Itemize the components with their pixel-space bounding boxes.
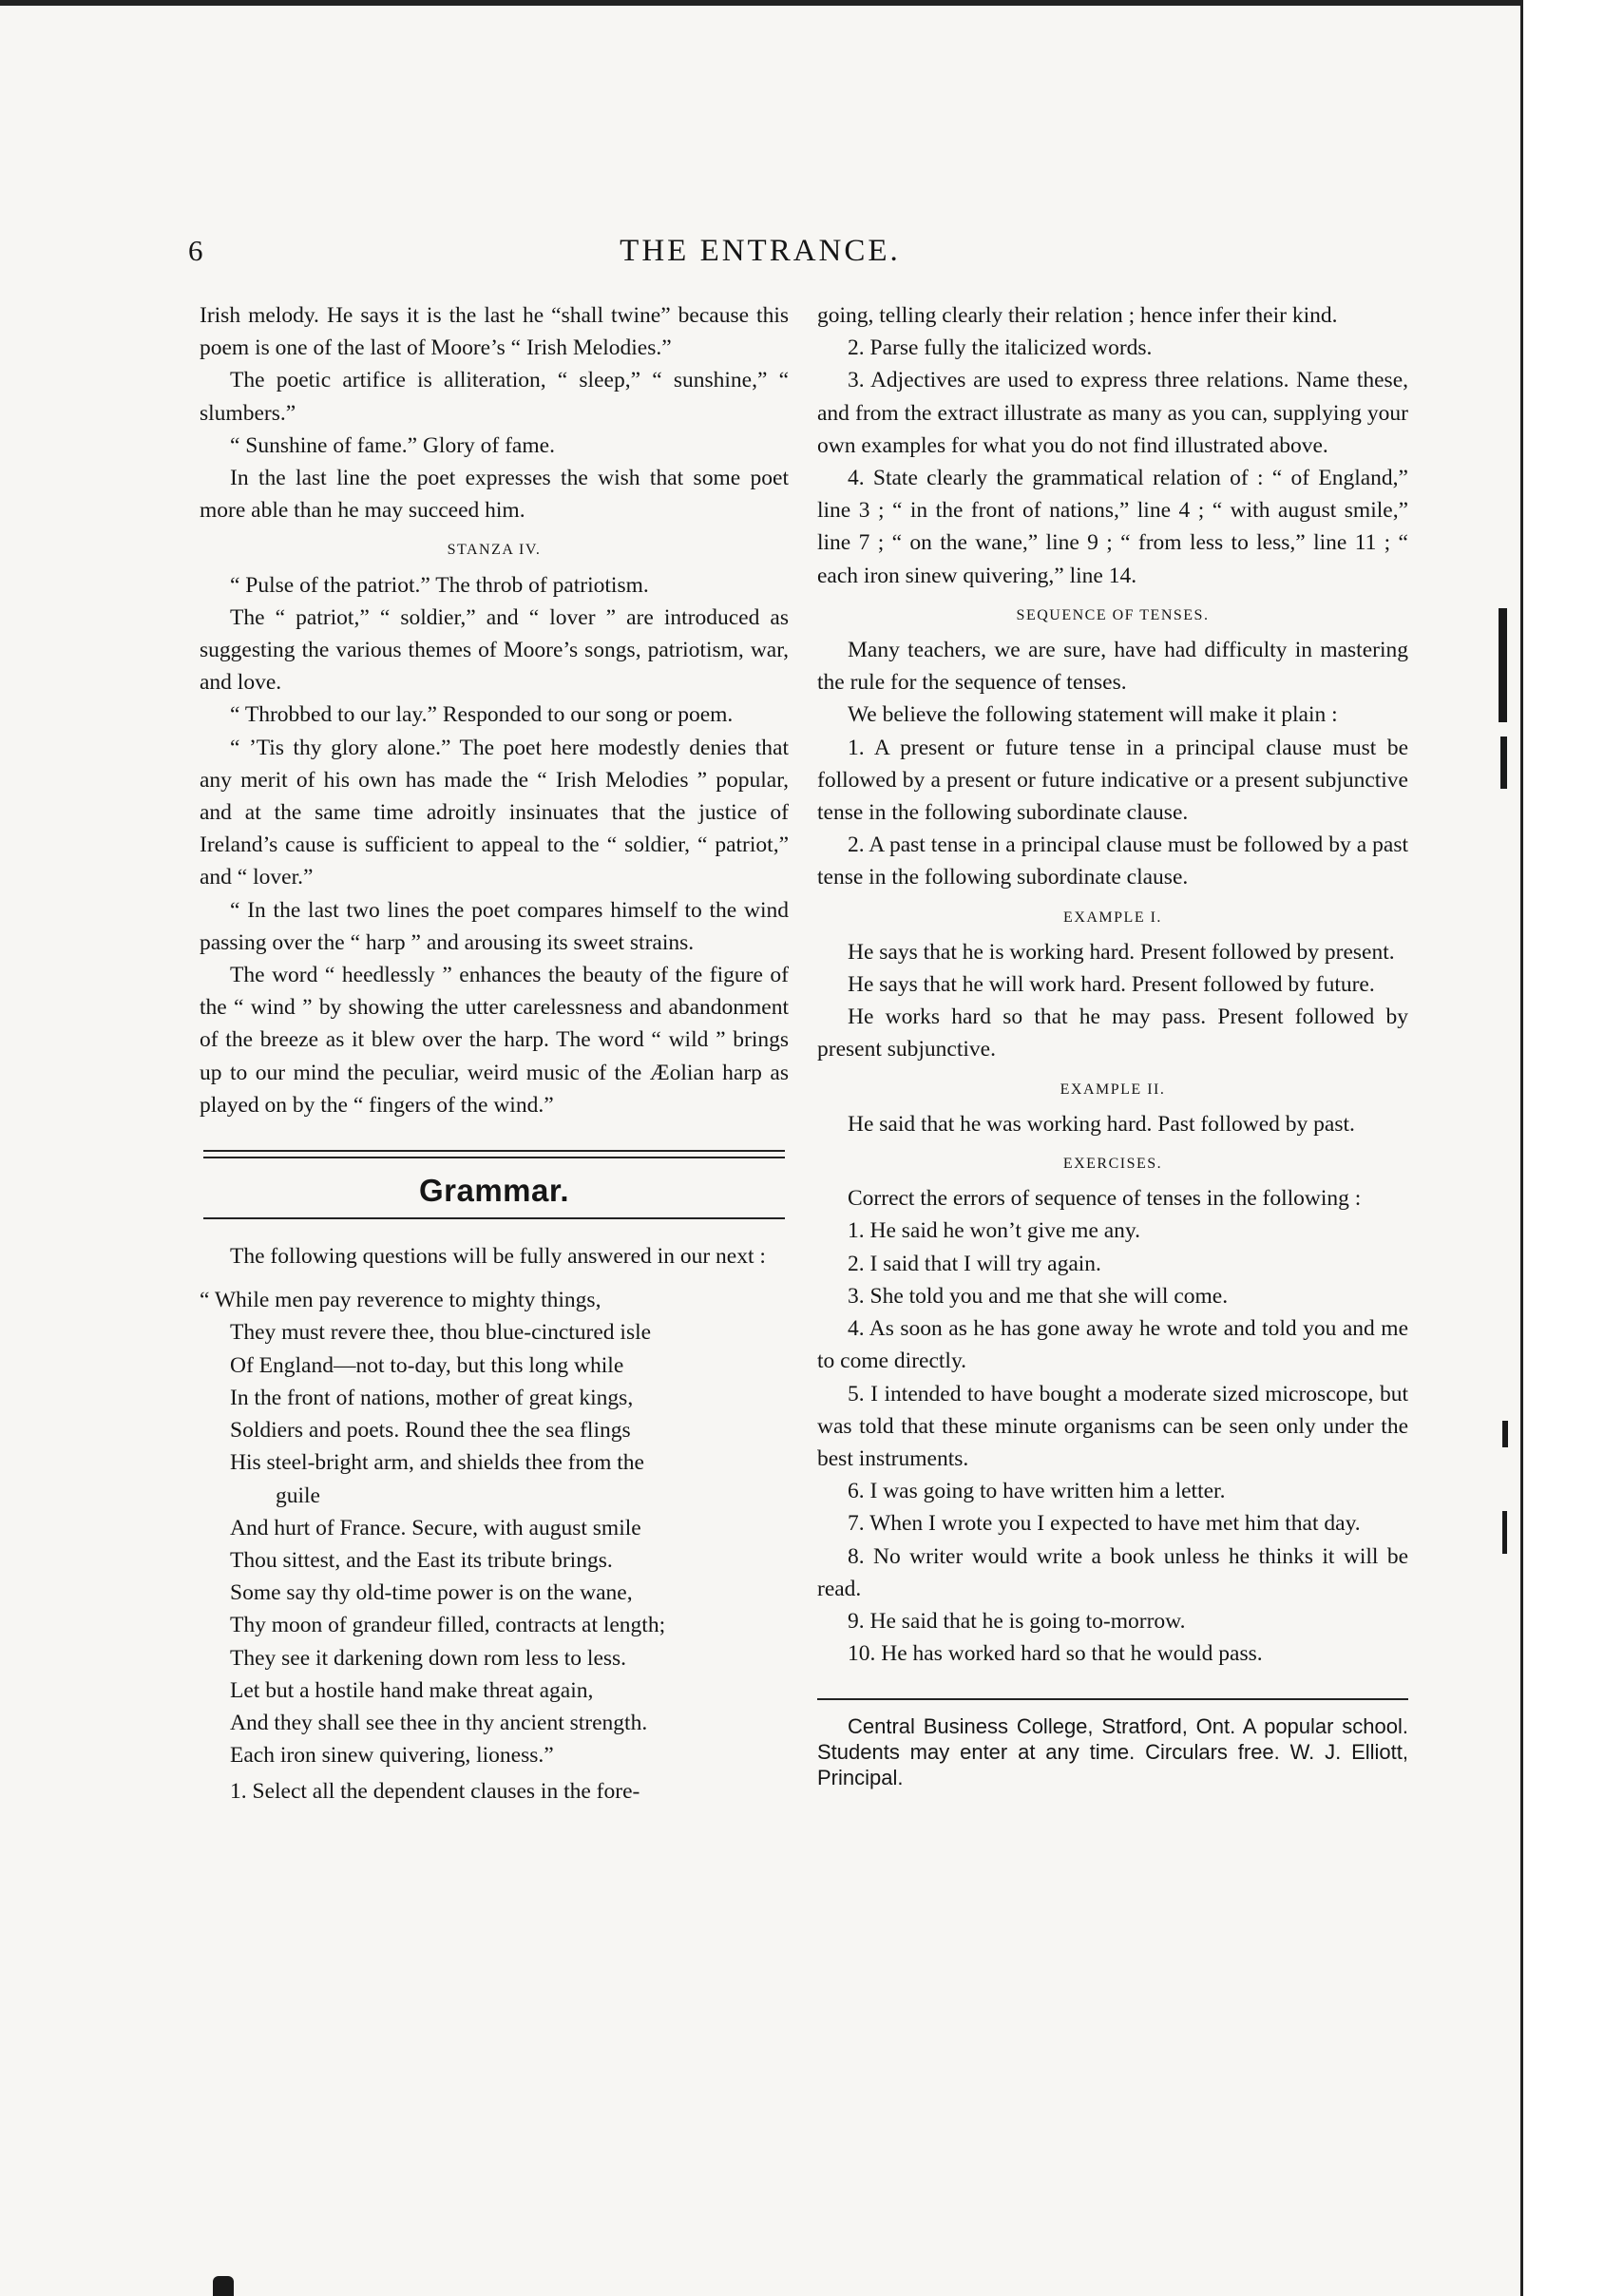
advertisement [817,1698,1408,1790]
paragraph: “ Sunshine of fame.” Glory of fame. [230,432,555,458]
poem-line: They must revere thee, thou blue-cinctured isle [230,1320,652,1346]
title-underline [203,1217,785,1219]
exercise-item: 2. I said that I will try again. [848,1251,1101,1276]
poem-line: Thy moon of grandeur filled, contracts at length; [230,1613,666,1638]
poem-line: In the front of nations, mother of great kings, [230,1385,634,1410]
left-column [200,299,789,1808]
example-line: He says that he is working hard. Present followed by present. [848,939,1395,965]
advertisement-text: Central Business College, Stratford, Ont. A popular school. Students may enter at any time. Circulars free. W. J. Elliott, Principal. [817,1714,1408,1790]
sequence-heading: SEQUENCE OF TENSES. [1016,606,1210,623]
poem-line: Thou sittest, and the East its tribute brings. [230,1547,613,1573]
paragraph: The “ patriot,” “ soldier,” and “ lover ” are introduced as suggesting the various themes of Moore’s songs, patriotism, war, and love. [200,604,789,696]
exercise-item: 4. As soon as he has gone away he wrote and told you and me to come directly. [817,1316,1408,1374]
exercises-heading: EXERCISES. [1062,1156,1163,1173]
rule-item: 1. A present or future tense in a principal clause must be followed by a present or future indicative or a present subjunctive tense in the following subordinate clause. [817,735,1408,826]
exercise-item: 8. No writer would write a book unless he thinks it will be read. [817,1543,1408,1601]
poem-line: Some say thy old-time power is on the wane, [230,1580,633,1606]
poem-line: His steel-bright arm, and shields thee from the [230,1450,644,1476]
example-heading: EXAMPLE I. [1063,909,1162,926]
question-item: 3. Adjectives are used to express three relations. Name these, and from the extract illustrate as many as you can, supplying your own examples for what you do not find illustrated above. [817,368,1408,458]
poem-line: And hurt of France. Secure, with august smile [230,1515,641,1540]
paragraph: “ Pulse of the patriot.” The throb of patriotism. [230,572,649,598]
stanza-heading: STANZA IV. [447,542,542,559]
edge-mark [1499,608,1507,722]
edge-mark [1500,737,1507,789]
exercise-item: 3. She told you and me that she will come. [848,1283,1229,1309]
poem-line: guile [276,1483,320,1508]
question-item: 4. State clearly the grammatical relation of : “ of England,” line 3 ; “ in the front of nations,” line 4 ; “ with august smile,” line 7 ; “ on the wane,” line 9 ; “ from less to less,” line 11 ; “ each iron sinew quivering,” line 14. [817,466,1408,588]
exercises-intro: Correct the errors of sequence of tenses in the following : [848,1186,1362,1212]
poem-line: Each iron sinew quivering, lioness.” [230,1743,554,1769]
grammar-intro: The following questions will be fully answered in our next : [230,1244,766,1270]
right-column [817,299,1408,1790]
exercise-item: 10. He has worked hard so that he would pass. [848,1641,1263,1667]
edge-mark [1502,1511,1507,1554]
poem-line: “ While men pay reverence to mighty things, [200,1288,602,1313]
exercise-item: 7. When I wrote you I expected to have met him that day. [848,1511,1361,1537]
paragraph: “ In the last two lines the poet compares himself to the wind passing over the “ harp ” and arousing its sweet strains. [200,897,789,955]
paragraph: The poetic artifice is alliteration, “ sleep,” “ sunshine,” “ slumbers.” [200,368,789,426]
poem-line: Soldiers and poets. Round thee the sea flings [230,1418,631,1444]
example-heading: EXAMPLE II. [1060,1081,1166,1098]
poem-line: Of England—not to-day, but this long while [230,1352,624,1378]
paragraph: We believe the following statement will make it plain : [848,702,1338,728]
section-title-grammar: Grammar. [418,1173,570,1209]
paragraph: The word “ heedlessly ” enhances the beauty of the figure of the “ wind ” by showing the utter carelessness and abandonment of the breeze as it blew over the harp. The word “ wild ” brings up to our mind the peculiar, weird music of the Æolian harp as played on by the “ fingers of the wind.” [200,963,789,1118]
exercise-item: 5. I intended to have bought a moderate sized microscope, but was told that these minute organisms can be seen only under the best instruments. [817,1381,1408,1471]
edge-mark [213,2276,234,2296]
paragraph: Many teachers, we are sure, have had difficulty in mastering the rule for the sequence of tenses. [817,638,1408,696]
poem-line: Let but a hostile hand make threat again, [230,1677,594,1703]
exercise-item: 9. He said that he is going to-morrow. [848,1608,1186,1634]
example-line: He said that he was working hard. Past followed by past. [848,1111,1355,1137]
question-item: 2. Parse fully the italicized words. [848,335,1153,361]
question-item: 1. Select all the dependent clauses in the fore- [230,1779,640,1805]
rule-item: 2. A past tense in a principal clause must be followed by a past tense in the following subordinate clause. [817,832,1408,890]
poem-extract [200,1284,789,1771]
paragraph: going, telling clearly their relation ; hence infer their kind. [817,303,1338,328]
exercise-item: 6. I was going to have written him a letter. [848,1479,1226,1504]
paragraph: In the last line the poet expresses the wish that some poet more able than he may succeed him. [200,466,789,524]
running-head: THE ENTRANCE. [620,234,901,268]
edge-mark [1502,1421,1508,1447]
paragraph: “ ’Tis thy glory alone.” The poet here modestly denies that any merit of his own has made the “ Irish Melodies ” popular, and at the same time adroitly insinuates that the justice of Ireland’s cause is sufficient to appeal to the “ soldier, “ patriot,” and “ lover.” [200,735,789,890]
section-divider [203,1150,785,1158]
paragraph: Irish melody. He says it is the last he “shall twine” because this poem is one of the last of Moore’s “ Irish Melodies.” [200,303,789,361]
page-number: 6 [188,234,204,267]
poem-line: And they shall see thee in thy ancient strength. [230,1710,648,1735]
example-line: He says that he will work hard. Present followed by future. [848,972,1375,998]
paragraph: “ Throbbed to our lay.” Responded to our song or poem. [230,702,734,728]
example-line: He works hard so that he may pass. Present followed by present subjunctive. [817,1004,1408,1062]
poem-line: They see it darkening down rom less to less. [230,1645,627,1671]
exercise-item: 1. He said he won’t give me any. [848,1218,1141,1244]
